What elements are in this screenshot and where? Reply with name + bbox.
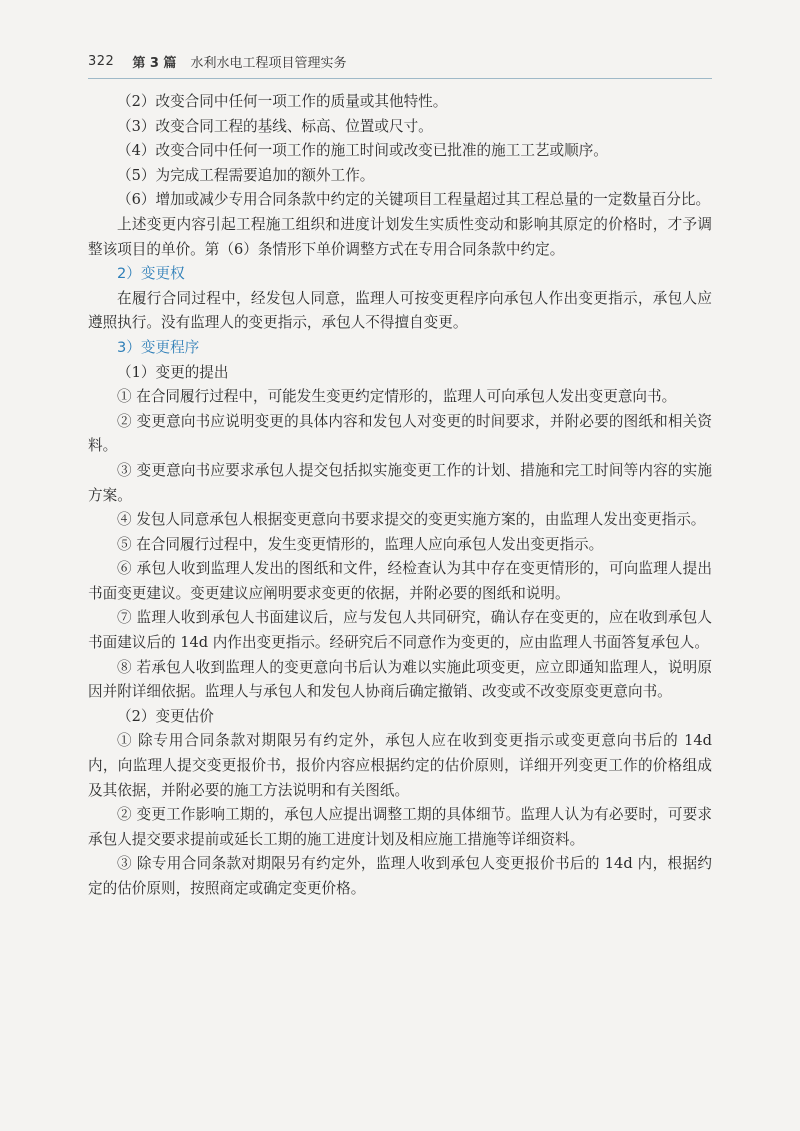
subsection-heading: （1）变更的提出 [117,363,229,381]
paragraph: ⑦ 监理人收到承包人书面建议后，应与发包人共同研究，确认存在变更的，应在收到承包人书面建议后的 14d 内作出变更指示。经研究后不同意作为变更的，应由监理人书面答复承包人。 [88,609,712,652]
paragraph: （5）为完成工程需要追加的额外工作。 [117,166,375,184]
paragraph: ② 变更工作影响工期的，承包人应提出调整工期的具体细节。监理人认为有必要时，可要求承包人提交要求提前或延长工期的施工进度计划及相应施工措施等详细资料。 [88,806,712,848]
paragraph: （6）增加或减少专用合同条款中约定的关键项目工程量超过其工程总量的一定数量百分比。 [117,191,711,209]
part-title: 水利水电工程项目管理实务 [190,55,347,71]
body-text [88,90,712,902]
paragraph: ④ 发包人同意承包人根据变更意向书要求提交的变更实施方案的，由监理人发出变更指示。 [117,511,706,529]
paragraph: （2）改变合同中任何一项工作的质量或其他特性。 [117,93,448,110]
subsection-heading: （2）变更估价 [117,707,214,725]
paragraph: ③ 变更意向书应要求承包人提交包括拟实施变更工作的计划、措施和完工时间等内容的实施方案。 [88,461,712,504]
paragraph: ⑥ 承包人收到监理人发出的图纸和文件，经检查认为其中存在变更情形的，可向监理人提出书面变更建议。变更建议应阐明要求变更的依据，并附必要的图纸和说明。 [88,560,712,602]
paragraph: 在履行合同过程中，经发包人同意，监理人可按变更程序向承包人作出变更指示，承包人应遵照执行。没有监理人的变更指示，承包人不得擅自变更。 [88,289,712,332]
paragraph: （3）改变合同工程的基线、标高、位置或尺寸。 [117,117,433,135]
paragraph: ⑧ 若承包人收到监理人的变更意向书后认为难以实施此项变更，应立即通知监理人，说明原因并附详细依据。监理人与承包人和发包人协商后确定撤销、改变或不改变原变更意向书。 [88,658,712,701]
paragraph: （4）改变合同中任何一项工作的施工时间或改变已批准的施工工艺或顺序。 [117,142,608,160]
part-label: 第 3 篇 [132,55,177,71]
page-number: 322 [88,53,115,69]
paragraph: ⑤ 在合同履行过程中，发生变更情形的，监理人应向承包人发出变更指示。 [117,535,604,553]
paragraph: ① 除专用合同条款对期限另有约定外，承包人应在收到变更指示或变更意向书后的 14d 内，向监理人提交变更报价书，报价内容应根据约定的估价原则，详细开列变更工作的价格组成及其依据，并附必要的施工方法说明和有关图纸。 [88,732,712,799]
paragraph: ① 在合同履行过程中，可能发生变更约定情形的，监理人可向承包人发出变更意向书。 [117,388,677,406]
section-heading: 2）变更权 [117,265,185,283]
paragraph: ③ 除专用合同条款对期限另有约定外，监理人收到承包人变更报价书后的 14d 内，根据约定的估价原则，按照商定或确定变更价格。 [88,855,712,897]
paragraph: 上述变更内容引起工程施工组织和进度计划发生实质性变动和影响其原定的价格时，才予调整该项目的单价。第（6）条情形下单价调整方式在专用合同条款中约定。 [88,215,712,258]
paragraph: ② 变更意向书应说明变更的具体内容和发包人对变更的时间要求，并附必要的图纸和相关资料。 [88,412,712,455]
section-heading: 3）变更程序 [117,338,200,356]
running-header [88,50,718,72]
header-rule [88,78,712,79]
